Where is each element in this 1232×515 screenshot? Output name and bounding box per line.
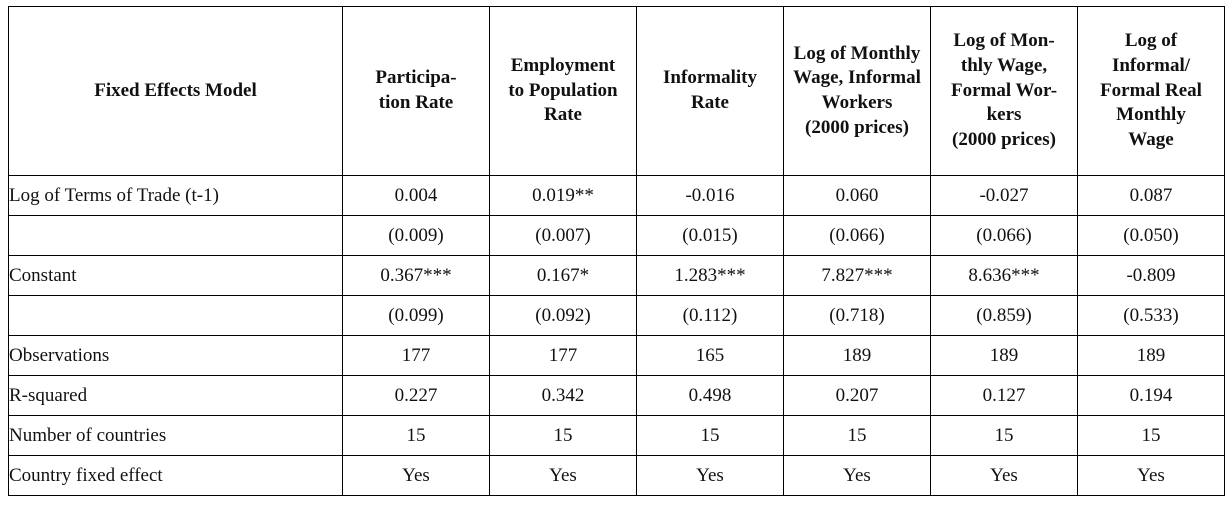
row-label-constant: Constant xyxy=(9,256,343,296)
cell-std-error: (0.066) xyxy=(931,216,1078,256)
column-header-informality-rate xyxy=(637,7,784,176)
header-line: Informal/ xyxy=(1111,54,1191,76)
cell-value: 15 xyxy=(931,416,1078,456)
table-row xyxy=(9,296,1225,336)
cell-estimate: 0.019** xyxy=(490,176,637,216)
cell-std-error: (0.066) xyxy=(784,216,931,256)
header-line: Participa- xyxy=(375,67,457,89)
column-header-participation-rate xyxy=(343,7,490,176)
row-label-country-fixed-effect: Country fixed effect xyxy=(9,456,343,496)
cell-estimate: 1.283*** xyxy=(637,256,784,296)
row-label-constant-se xyxy=(9,296,343,336)
cell-value: Yes xyxy=(490,456,637,496)
table-row xyxy=(9,416,1225,456)
cell-value: 189 xyxy=(931,336,1078,376)
cell-std-error: (0.533) xyxy=(1078,296,1225,336)
header-line: tion Rate xyxy=(378,92,454,113)
cell-std-error: (0.050) xyxy=(1078,216,1225,256)
cell-value: Yes xyxy=(784,456,931,496)
cell-estimate: 0.004 xyxy=(343,176,490,216)
header-line: Employment xyxy=(510,54,616,76)
header-line: Log of xyxy=(1124,30,1178,52)
cell-value: Yes xyxy=(931,456,1078,496)
table-row xyxy=(9,456,1225,496)
header-line: Wage xyxy=(1128,129,1174,151)
cell-std-error: (0.009) xyxy=(343,216,490,256)
cell-estimate: 7.827*** xyxy=(784,256,931,296)
header-line: Rate xyxy=(544,104,582,126)
header-line: Informality xyxy=(663,67,757,89)
header-line: Workers xyxy=(821,92,893,113)
cell-value: 15 xyxy=(1078,416,1225,456)
cell-estimate: 0.367*** xyxy=(343,256,490,296)
header-line: thly Wage, xyxy=(960,54,1048,76)
cell-std-error: (0.092) xyxy=(490,296,637,336)
cell-std-error: (0.099) xyxy=(343,296,490,336)
row-label-r-squared: R-squared xyxy=(9,376,343,416)
regression-results-table xyxy=(8,6,1225,496)
cell-value: Yes xyxy=(343,456,490,496)
table-row xyxy=(9,216,1225,256)
cell-value: 177 xyxy=(490,336,637,376)
cell-value: Yes xyxy=(637,456,784,496)
cell-estimate: -0.027 xyxy=(931,176,1078,216)
table-row xyxy=(9,376,1225,416)
cell-estimate: 0.087 xyxy=(1078,176,1225,216)
cell-estimate: 0.167* xyxy=(490,256,637,296)
table-row xyxy=(9,176,1225,216)
cell-value: 0.227 xyxy=(343,376,490,416)
cell-value: 0.207 xyxy=(784,376,931,416)
cell-value: 0.342 xyxy=(490,376,637,416)
cell-std-error: (0.859) xyxy=(931,296,1078,336)
cell-value: 0.498 xyxy=(637,376,784,416)
cell-value: 189 xyxy=(1078,336,1225,376)
cell-value: 0.127 xyxy=(931,376,1078,416)
row-label-observations: Observations xyxy=(9,336,343,376)
cell-std-error: (0.112) xyxy=(637,296,784,336)
row-label-terms-of-trade: Log of Terms of Trade (t-1) xyxy=(9,176,343,216)
header-line: to Population xyxy=(508,79,618,101)
header-line: kers xyxy=(986,104,1022,126)
table-row xyxy=(9,256,1225,296)
cell-value: 15 xyxy=(637,416,784,456)
column-header-log-wage-formal xyxy=(931,7,1078,176)
cell-value: 15 xyxy=(784,416,931,456)
cell-value: Yes xyxy=(1078,456,1225,496)
header-line: Formal Real xyxy=(1100,79,1202,101)
header-line: (2000 prices) xyxy=(805,116,909,138)
column-header-log-wage-informal xyxy=(784,7,931,176)
cell-std-error: (0.015) xyxy=(637,216,784,256)
header-line: (2000 prices) xyxy=(952,129,1056,151)
cell-std-error: (0.007) xyxy=(490,216,637,256)
cell-std-error: (0.718) xyxy=(784,296,931,336)
table-header-row xyxy=(9,7,1225,176)
header-line: Log of Monthly xyxy=(793,42,921,64)
cell-estimate: 8.636*** xyxy=(931,256,1078,296)
header-line: Formal Wor- xyxy=(950,79,1058,101)
cell-estimate: -0.016 xyxy=(637,176,784,216)
cell-value: 0.194 xyxy=(1078,376,1225,416)
row-label-terms-of-trade-se xyxy=(9,216,343,256)
cell-estimate: -0.809 xyxy=(1078,256,1225,296)
header-line: Wage, Informal xyxy=(793,67,921,89)
cell-value: 15 xyxy=(490,416,637,456)
column-header-log-informal-formal-wage xyxy=(1078,7,1225,176)
column-header-model: Fixed Effects Model xyxy=(9,7,343,176)
cell-value: 189 xyxy=(784,336,931,376)
cell-value: 165 xyxy=(637,336,784,376)
header-line: Log of Mon- xyxy=(953,30,1055,52)
header-line: Rate xyxy=(691,92,729,113)
cell-estimate: 0.060 xyxy=(784,176,931,216)
row-label-number-of-countries: Number of countries xyxy=(9,416,343,456)
table-row xyxy=(9,336,1225,376)
cell-value: 177 xyxy=(343,336,490,376)
column-header-employment-to-population xyxy=(490,7,637,176)
cell-value: 15 xyxy=(343,416,490,456)
header-line: Monthly xyxy=(1116,104,1186,126)
